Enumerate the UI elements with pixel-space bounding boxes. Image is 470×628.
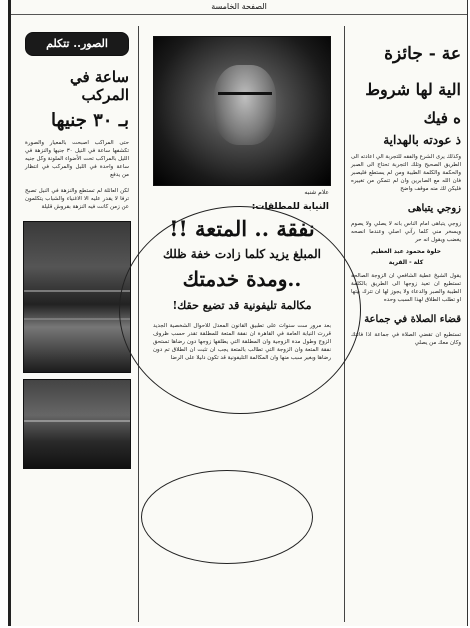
right-byline: حلوة محمود عبد العظيم	[371, 248, 441, 255]
left-column	[19, 26, 135, 622]
subheadline-3: مكالمة تليفونية قد تضيع حقك!	[172, 299, 312, 312]
left-body-1: حتى المراكب اصبحت بالمعيار والصورة تكشفها ساعة في النيل ٣٠ جنيها والنزهة في الليل بالمراكب تحت الأضواء الملونة وكل جنيه ساعة واحدة في الليل والمركب في انتظار من يدفع	[25, 140, 129, 178]
right-subhead-2: قضاء الصلاة في جماعة	[364, 314, 461, 325]
middle-body: بعد مرور ست سنوات على تطبيق القانون المعدل للاحوال الشخصية الجديد قررت النيابة العامة في القاهرة ان نفقة المتعة للمطلقة تقدر حسب ظروف الزوج وطول مدة الزوجية وان المطلقة التي يطلقها زوجها دون رضاها تستحق نفقة المتعة وان الزوجة التي تطالب بالمتعة يجب ان تثبت ان الطلاق تم دون رضاها وبغير سبب منها وان المكالمة التليفونية قد تكون دليلا على الرضا	[153, 323, 331, 361]
running-header: الصفحة الخامسة	[11, 0, 467, 15]
photo-caption: علام شنبه	[304, 189, 329, 196]
article-kicker: النيابة للمطلقات:	[251, 202, 329, 212]
right-headline-1: عة - جائزة	[384, 44, 461, 64]
right-byline-2: كلة - القرية	[388, 259, 424, 266]
river-boat-photo	[23, 221, 131, 373]
river-night-photo	[23, 379, 131, 469]
portrait-photo	[153, 36, 331, 186]
column-divider-right	[344, 26, 345, 622]
right-headline-4: ذ عودته بالهداية	[383, 133, 461, 147]
main-headline: نفقة .. المتعة !!	[169, 216, 315, 241]
right-headline-3: ه فيك	[423, 109, 461, 127]
subheadline-2: ..ومدة خدمتك	[182, 267, 302, 291]
column-divider-left	[138, 26, 139, 622]
headline-boat-hour: ساعة في المركب	[69, 68, 129, 104]
right-headline-2: الية لها شروط	[365, 80, 461, 99]
right-subhead-1: زوجي يتباهى	[407, 203, 461, 214]
right-body-4: تستطيع ان تقضي الصلاة في جماعة اذا فاتتك وكان معك من يصلي	[351, 332, 461, 346]
headline-price: بـ ٣٠ جنيها	[51, 110, 129, 131]
right-body-1: وكذلك يرى الشرع والفقه للتجربة الي اعادته الى الطريق الصحيح وتلك التجربة تحتاج الى الصبر والحكمة والكلمة الطيبة ومن لم يستطع فليصبر فان الله مع الصابرين وان لم تتمكن من تغييره فليكن لك منه موقف واضح	[351, 154, 461, 192]
section-tag: الصور.. تتكلم	[25, 32, 129, 56]
middle-column	[143, 26, 341, 622]
right-body-3: يقول الشيخ عطية الشافعي ان الزوجة الصالحة تستطيع ان تعيد زوجها الى الطريق بالكلمة الطيبة والصبر والدعاء ولا يجوز لها ان تترك بيتها او تطلب الطلاق لهذا السبب وحده	[351, 273, 461, 303]
right-body-2: زوجي يتباهى امام الناس بانه لا يصلي ولا يصوم ويسخر مني كلما رآني اصلي وعندما انصحه يغضب ويقول انه حر	[351, 221, 461, 243]
right-column	[347, 26, 465, 622]
newspaper-page	[8, 0, 468, 626]
subheadline-1: المبلغ يزيد كلما زادت خفة ظلك	[162, 247, 321, 261]
left-body-2: لكن العائلة لم تستطع والنزهة في النيل تصبح ترفا لا يقدر عليه الا الاغنياء والشباب يتكلمون عن زمن كانت فيه النزهة بقروش قليلة	[25, 188, 129, 210]
